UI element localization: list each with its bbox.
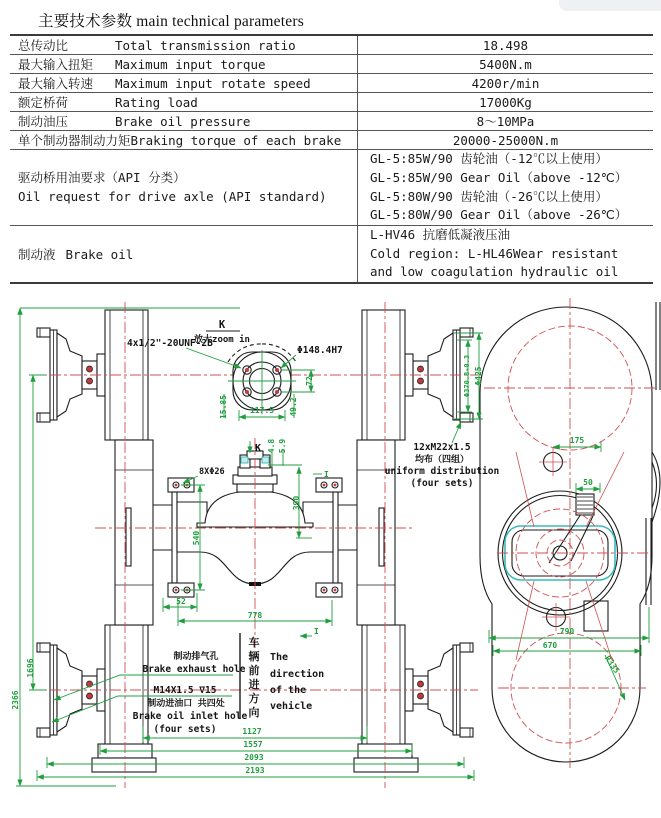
section-k-label: K — [255, 443, 262, 454]
param-value-line: Cold region: L-HL46Wear resistant — [370, 245, 619, 261]
param-label-cn: 单个制动器制动力矩 — [18, 133, 131, 148]
param-value-line: GL-5:80W/90 齿轮油（-26℃以上使用） — [370, 188, 608, 204]
direction-char: 辆 — [248, 650, 260, 663]
dim-778: 778 — [247, 611, 263, 620]
parameters-table — [10, 34, 653, 284]
technical-drawing — [0, 295, 661, 800]
dim-540: 540 — [192, 530, 201, 546]
direction-en-line: The — [270, 652, 289, 663]
dim-117-5: 117.5 — [249, 406, 275, 415]
detail-k-view — [127, 319, 343, 421]
dim-790: 790 — [559, 627, 575, 636]
param-value-line: GL-5:85W/90 Gear Oil（above -12℃） — [370, 169, 628, 185]
dim-1127: 1127 — [242, 727, 262, 736]
dim-2093: 2093 — [244, 753, 264, 762]
direction-char: 方 — [248, 692, 260, 705]
holes-spec-label: 8XΦ26 — [199, 467, 225, 477]
inlet-hole-sets-label: (four sets) — [153, 724, 217, 735]
dim-15-85: 15.85 — [219, 394, 228, 420]
section-mark-1: I — [324, 470, 329, 479]
param-value: 17000Kg — [479, 94, 532, 110]
dim-175: 175 — [569, 436, 585, 445]
table-row — [10, 93, 653, 112]
exhaust-hole-label-en: Brake exhaust hole — [142, 664, 246, 675]
param-value-line: and low coagulation hydraulic oil — [370, 264, 619, 280]
dim-425: Φ425 — [474, 366, 483, 386]
hatched-block — [576, 494, 594, 515]
dim-52: 52 — [176, 597, 186, 606]
table-row — [10, 55, 653, 74]
dim-5-9: 5.9 — [278, 438, 287, 454]
inlet-hole-label-en: Brake oil inlet hole — [132, 711, 248, 722]
param-value-list — [358, 150, 653, 225]
table-row — [10, 226, 653, 282]
dim-50: 50 — [583, 478, 593, 487]
param-value-line: L-HV46 抗磨低凝液压油 — [370, 226, 511, 242]
page-corner-artifact — [559, 0, 661, 11]
dim-1696: 1696 — [26, 658, 35, 678]
bolt-spec-line4: (four sets) — [410, 478, 474, 489]
param-value: 8～10MPa — [476, 114, 535, 129]
param-value: 5400N.m — [479, 56, 532, 72]
table-row — [10, 74, 653, 93]
param-label-en: Total transmission ratio — [115, 37, 296, 53]
dim-390: 390 — [292, 495, 301, 511]
param-value: 18.498 — [482, 37, 529, 53]
param-label-cn: 总传动比 — [18, 38, 69, 53]
thread-spec-label: 4x1/2"-20UNF-2B — [127, 338, 213, 349]
direction-en-line: of the — [270, 685, 307, 696]
table-row — [10, 112, 653, 131]
param-label-en: Maximum input rotate speed — [115, 75, 311, 91]
dim-49-2: 49.2 — [289, 397, 298, 417]
param-value-list — [358, 226, 653, 282]
param-label-cn: 最大输入扭矩 — [18, 57, 94, 72]
exhaust-hole-label-cn: 制动排气孔 — [173, 652, 219, 662]
page-title: 主要技术参数 main technical parameters — [38, 13, 304, 30]
bolt-spec-line3: uniform distribution — [384, 466, 500, 477]
dim-4-8: 4.8 — [267, 438, 276, 454]
dim-2193: 2193 — [245, 766, 265, 775]
param-label-cn: 制动液 — [18, 247, 56, 262]
table-row — [10, 36, 653, 55]
bolt-spec-line1: 12xM22x1.5 — [413, 442, 471, 453]
vehicle-direction — [240, 633, 324, 719]
dim-72: 72 — [305, 376, 314, 386]
bore-dia-label: Φ148.4H7 — [297, 345, 343, 356]
param-value: 4200r/min — [471, 75, 540, 91]
section-mark-2: I — [314, 627, 319, 636]
direction-char: 向 — [248, 706, 260, 719]
dim-r335: R335 — [602, 654, 622, 676]
bolt-spec-line2: 均布（四组） — [414, 455, 470, 465]
param-value-line: GL-5:85W/90 齿轮油（-12℃以上使用） — [370, 150, 608, 166]
table-row — [10, 131, 653, 150]
direction-en-line: vehicle — [270, 701, 313, 712]
dim-370-8: Φ370.8-0.3 — [463, 354, 471, 398]
param-label-en: Brake oil pressure — [115, 113, 251, 129]
direction-char: 进 — [248, 678, 260, 691]
param-label-en: Braking torque of each brake — [130, 132, 342, 148]
direction-char: 前 — [248, 664, 260, 677]
dim-2366: 2366 — [11, 690, 20, 710]
dim-670: 670 — [542, 641, 558, 650]
detail-k-subtitle: 放大zoom in — [194, 335, 250, 345]
param-label-en: Oil request for drive axle (API standard) — [18, 188, 327, 204]
param-label-en: Brake oil — [65, 246, 134, 262]
direction-char: 车 — [248, 636, 260, 649]
param-label-cn: 驱动桥用油要求（API 分类） — [18, 169, 186, 185]
inlet-thread-label: M14X1.5 ∇15 — [153, 685, 217, 696]
param-value: 20000-25000N.m — [452, 132, 559, 148]
inlet-hole-label-cn: 制动进油口 共四处 — [147, 699, 225, 709]
param-label-cn: 制动油压 — [18, 114, 69, 129]
direction-en-line: direction — [270, 669, 325, 680]
dim-1557: 1557 — [243, 740, 263, 749]
detail-k-title: K — [218, 319, 226, 331]
param-label-cn: 额定桥荷 — [18, 95, 69, 110]
table-row — [10, 150, 653, 226]
param-label-cn: 最大输入转速 — [18, 76, 94, 91]
param-label-en: Rating load — [115, 94, 198, 110]
param-value-line: GL-5:80W/90 Gear Oil（above -26℃） — [370, 207, 628, 223]
param-label-en: Maximum input torque — [115, 56, 266, 72]
